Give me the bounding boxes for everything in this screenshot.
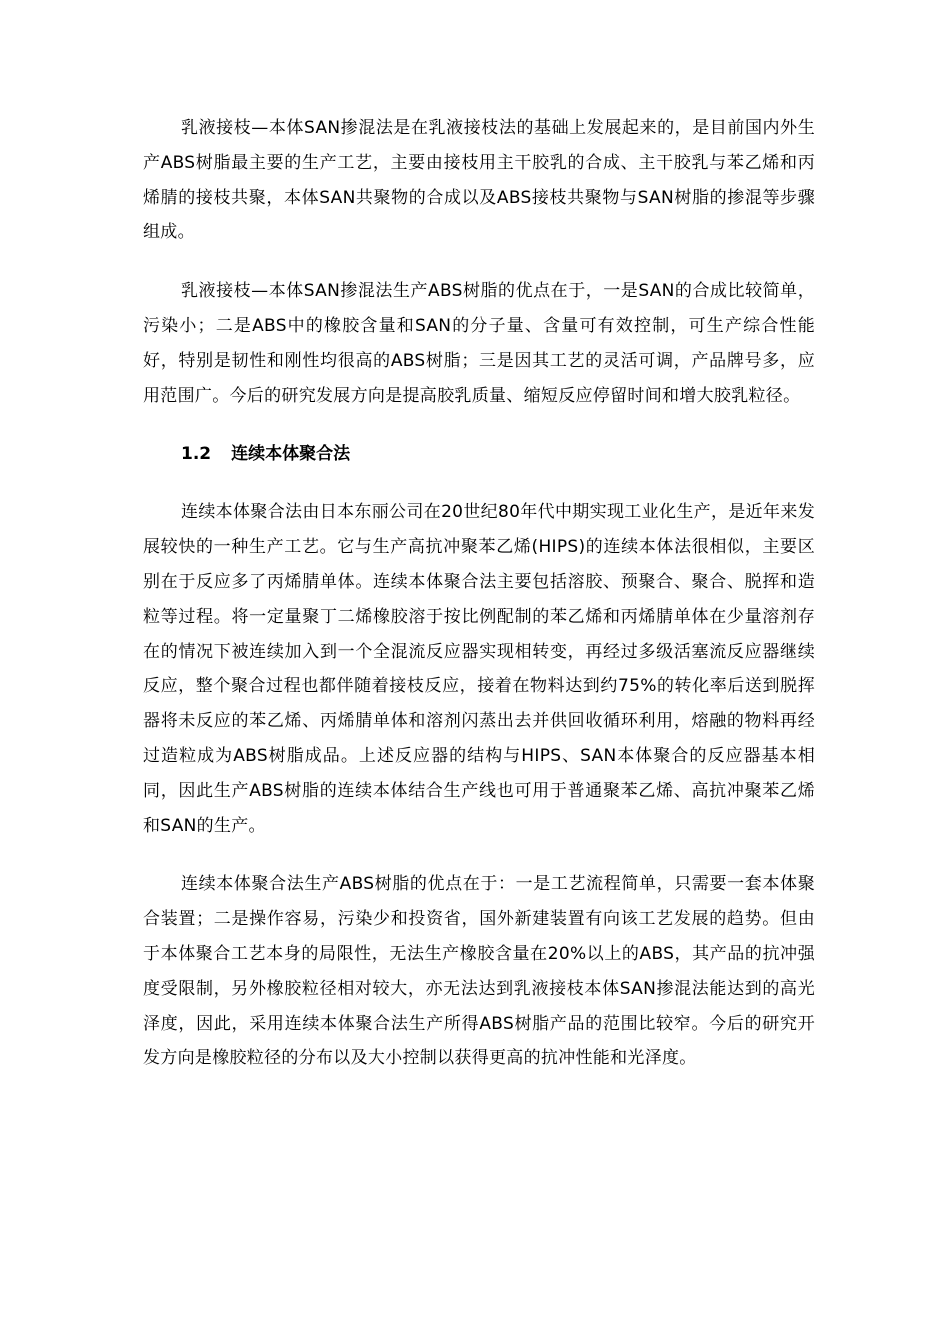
paragraph-spacer [143, 843, 815, 867]
paragraph-spacer [143, 413, 815, 437]
section-title: 连续本体聚合法 [231, 444, 351, 465]
paragraph-spacer [143, 471, 815, 495]
paragraph-continuous-bulk-advantages: 连续本体聚合法生产ABS树脂的优点在于：一是工艺流程简单，只需要一套本体聚合装置；二是操作容易，污染少和投资省，国外新建装置有向该工艺发展的趋势。但由于本体聚合工艺本身的局限性，无法生产橡胶含量在20%以上的ABS，其产品的抗冲强度受限制，另外橡胶粒径相对较大，亦无法达到乳液接枝本体SAN掺混法能达到的高光泽度，因此，采用连续本体聚合法生产所得ABS树脂产品的范围比较窄。今后的研究开发方向是橡胶粒径的分布以及大小控制以获得更高的抗冲性能和光泽度。 [143, 874, 815, 1069]
paragraph-emulsion-grafting-process: 乳液接枝—本体SAN掺混法是在乳液接枝法的基础上发展起来的，是目前国内外生产ABS树脂最主要的生产工艺，主要由接枝用主干胶乳的合成、主干胶乳与苯乙烯和丙烯腈的接枝共聚，本体SAN共聚物的合成以及ABS接枝共聚物与SAN树脂的掺混等步骤组成。 [143, 118, 815, 243]
paragraph-continuous-bulk-process: 连续本体聚合法由日本东丽公司在20世纪80年代中期实现工业化生产，是近年来发展较快的一种生产工艺。它与生产高抗冲聚苯乙烯(HIPS)的连续本体法很相似，主要区别在于反应多了丙烯腈单体。连续本体聚合法主要包括溶胶、预聚合、聚合、脱挥和造粒等过程。将一定量聚丁二烯橡胶溶于按比例配制的苯乙烯和丙烯腈单体在少量溶剂存在的情况下被连续加入到一个全混流反应器实现相转变，再经过多级活塞流反应器继续反应，整个聚合过程也都伴随着接枝反应，接着在物料达到约75%的转化率后送到脱挥器将未反应的苯乙烯、丙烯腈单体和溶剂闪蒸出去并供回收循环利用，熔融的物料再经过造粒成为ABS树脂成品。上述反应器的结构与HIPS、SAN本体聚合的反应器基本相同，因此生产ABS树脂的连续本体结合生产线也可用于普通聚苯乙烯、高抗冲聚苯乙烯和SAN的生产。 [143, 502, 815, 836]
paragraph-emulsion-grafting-advantages: 乳液接枝—本体SAN掺混法生产ABS树脂的优点在于，一是SAN的合成比较简单，污染小；二是ABS中的橡胶含量和SAN的分子量、含量可有效控制，可生产综合性能好，特别是韧性和刚性均很高的ABS树脂；三是因其工艺的灵活可调，产品牌号多，应用范围广。今后的研究发展方向是提高胶乳质量、缩短反应停留时间和增大胶乳粒径。 [143, 281, 815, 406]
document-body [143, 111, 815, 1076]
section-number: 1.2 [181, 444, 212, 465]
section-heading [143, 437, 815, 471]
paragraph-spacer [143, 250, 815, 274]
